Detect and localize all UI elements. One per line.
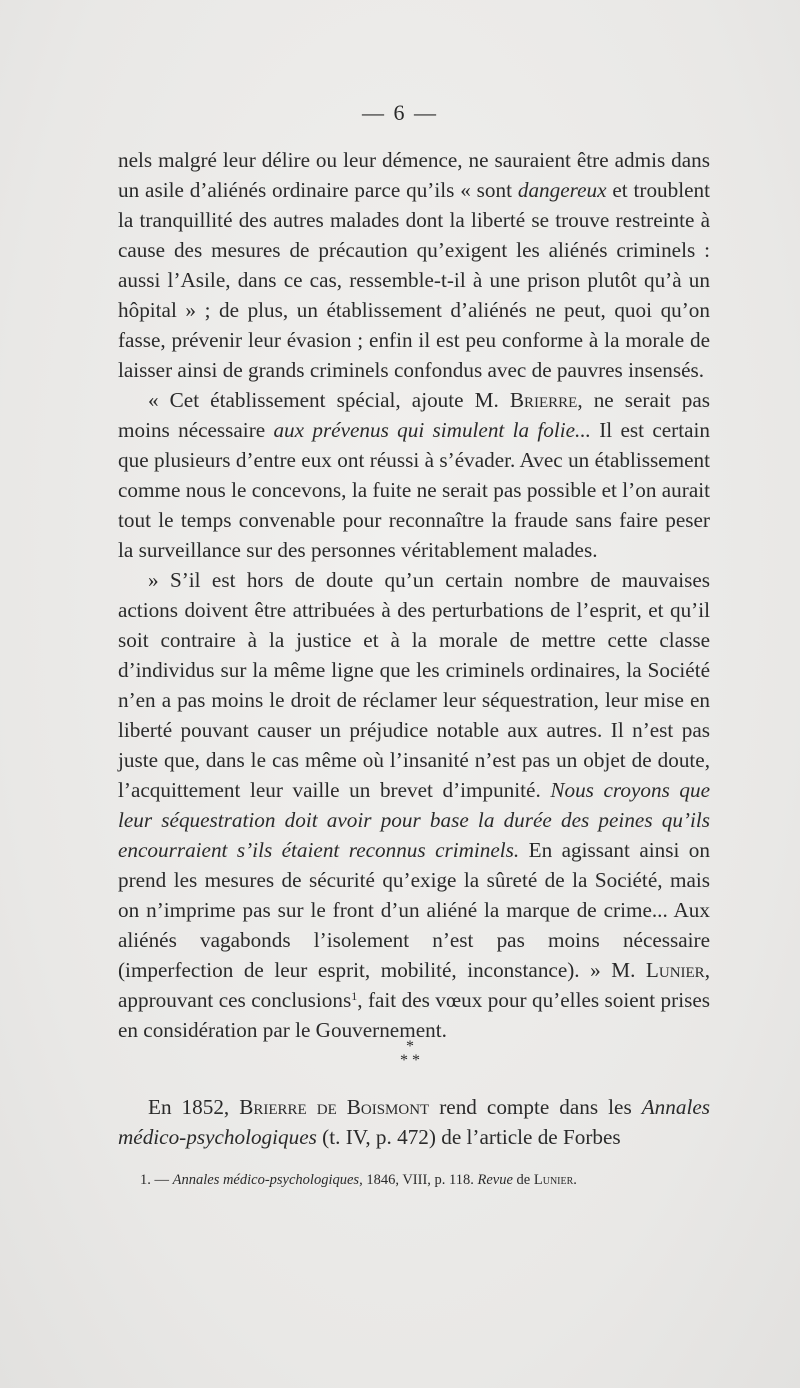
author-name: Brierre xyxy=(509,388,578,412)
text-run: , approuvant ces conclusions xyxy=(118,958,710,1012)
italic-run: dangereux xyxy=(517,178,607,202)
text-run: et troublent la tranquillité des autres malades dont la liberté se trouve restreinte à cause des mesures de précaution qu’exigent les aliénés criminels : aussi l’Asile, dans ce cas, ressemble-t-il à une prison plutôt qu’à un hôpital » ; de plus, un établissement d’aliénés ne peut, quoi qu’on fasse, prévenir leur évasion ; enfin il est peu conforme à la morale de laisser ainsi de grands criminels confondus avec de pauvres insensés. xyxy=(118,178,710,382)
main-text xyxy=(118,145,710,1045)
italic-run: Nous croyons que leur séquestration doit avoir pour base la durée des peines qu’ils encourraient s’ils étaient reconnus criminels. xyxy=(118,778,711,862)
paragraph-2 xyxy=(118,385,710,565)
footnote-ref: 1 xyxy=(351,989,358,1003)
text-run: Il est certain que plusieurs d’entre eux ont réussi à s’évader. Avec un établissement comme nous le concevons, la fuite ne serait pas possible et l’on aurait tout le temps convenable pour reconnaître la fraude sans faire peser la surveillance sur des personnes véritablement malades. xyxy=(118,418,710,562)
asterism-top: * xyxy=(406,1038,414,1055)
author-name: Lunier xyxy=(645,958,705,982)
italic-run: Revue xyxy=(477,1172,513,1188)
text-run: (t. IV, p. 472) de l’article de Forbes xyxy=(316,1125,621,1149)
text-run: rend compte dans les xyxy=(429,1095,642,1119)
page-number: — 6 — xyxy=(362,100,438,125)
italic-run: aux prévenus qui simulent la folie... xyxy=(273,418,591,442)
footnote xyxy=(140,1170,720,1190)
paragraph-1 xyxy=(118,145,710,385)
text-run: de xyxy=(512,1172,534,1188)
paragraph-3 xyxy=(118,565,710,1045)
text-run: nels malgré leur délire ou leur démence, ne sauraient être admis dans un asile d’aliénés ordinaire parce qu’ils « sont xyxy=(118,148,710,202)
italic-run: Annales médico-psychologiques, xyxy=(172,1172,363,1188)
author-name: Lunier xyxy=(533,1172,574,1188)
section-asterism xyxy=(380,1040,440,1068)
text-run: En agissant ainsi on prend les mesures de sécurité qu’exige la sûreté de la Société, mais on n’imprime pas sur le front d’un aliéné la marque de crime... Aux aliénés vagabonds l’isolement n’est pas moins nécessaire (imperfection de leur esprit, mobilité, inconstance). » M. xyxy=(118,838,710,982)
text-run: « Cet établissement spécial, ajoute M. xyxy=(148,388,510,412)
author-name: Brierre de Boismont xyxy=(239,1095,430,1119)
footnote-number: 1. — xyxy=(140,1172,173,1188)
text-run: , fait des vœux pour qu’elles soient prises en considération par le Gouvernement. xyxy=(118,988,710,1042)
text-run: 1846, VIII, p. 118. xyxy=(362,1172,478,1188)
text-run: . xyxy=(573,1172,577,1188)
asterism-bottom: * * xyxy=(400,1052,420,1069)
paragraph-4 xyxy=(118,1092,710,1152)
section-text xyxy=(118,1092,710,1152)
italic-run: Annales médico-psychologiques xyxy=(118,1095,710,1149)
text-run: , ne serait pas moins nécessaire xyxy=(118,388,710,442)
text-run: » S’il est hors de doute qu’un certain nombre de mauvaises actions doivent être attribuées à des perturbations de l’esprit, et qu’il soit contraire à la justice et à la morale de mettre cette classe d’individus sur la même ligne que les criminels ordinaires, la Société n’en a pas moins le droit de réclamer leur séquestration, leur mise en liberté pouvant causer un préjudice notable aux autres. Il n’est pas juste que, dans le cas même où l’insanité n’est pas un objet de doute, l’acquittement leur vaille un brevet d’impunité. xyxy=(118,568,710,802)
text-run: En 1852, xyxy=(148,1095,240,1119)
